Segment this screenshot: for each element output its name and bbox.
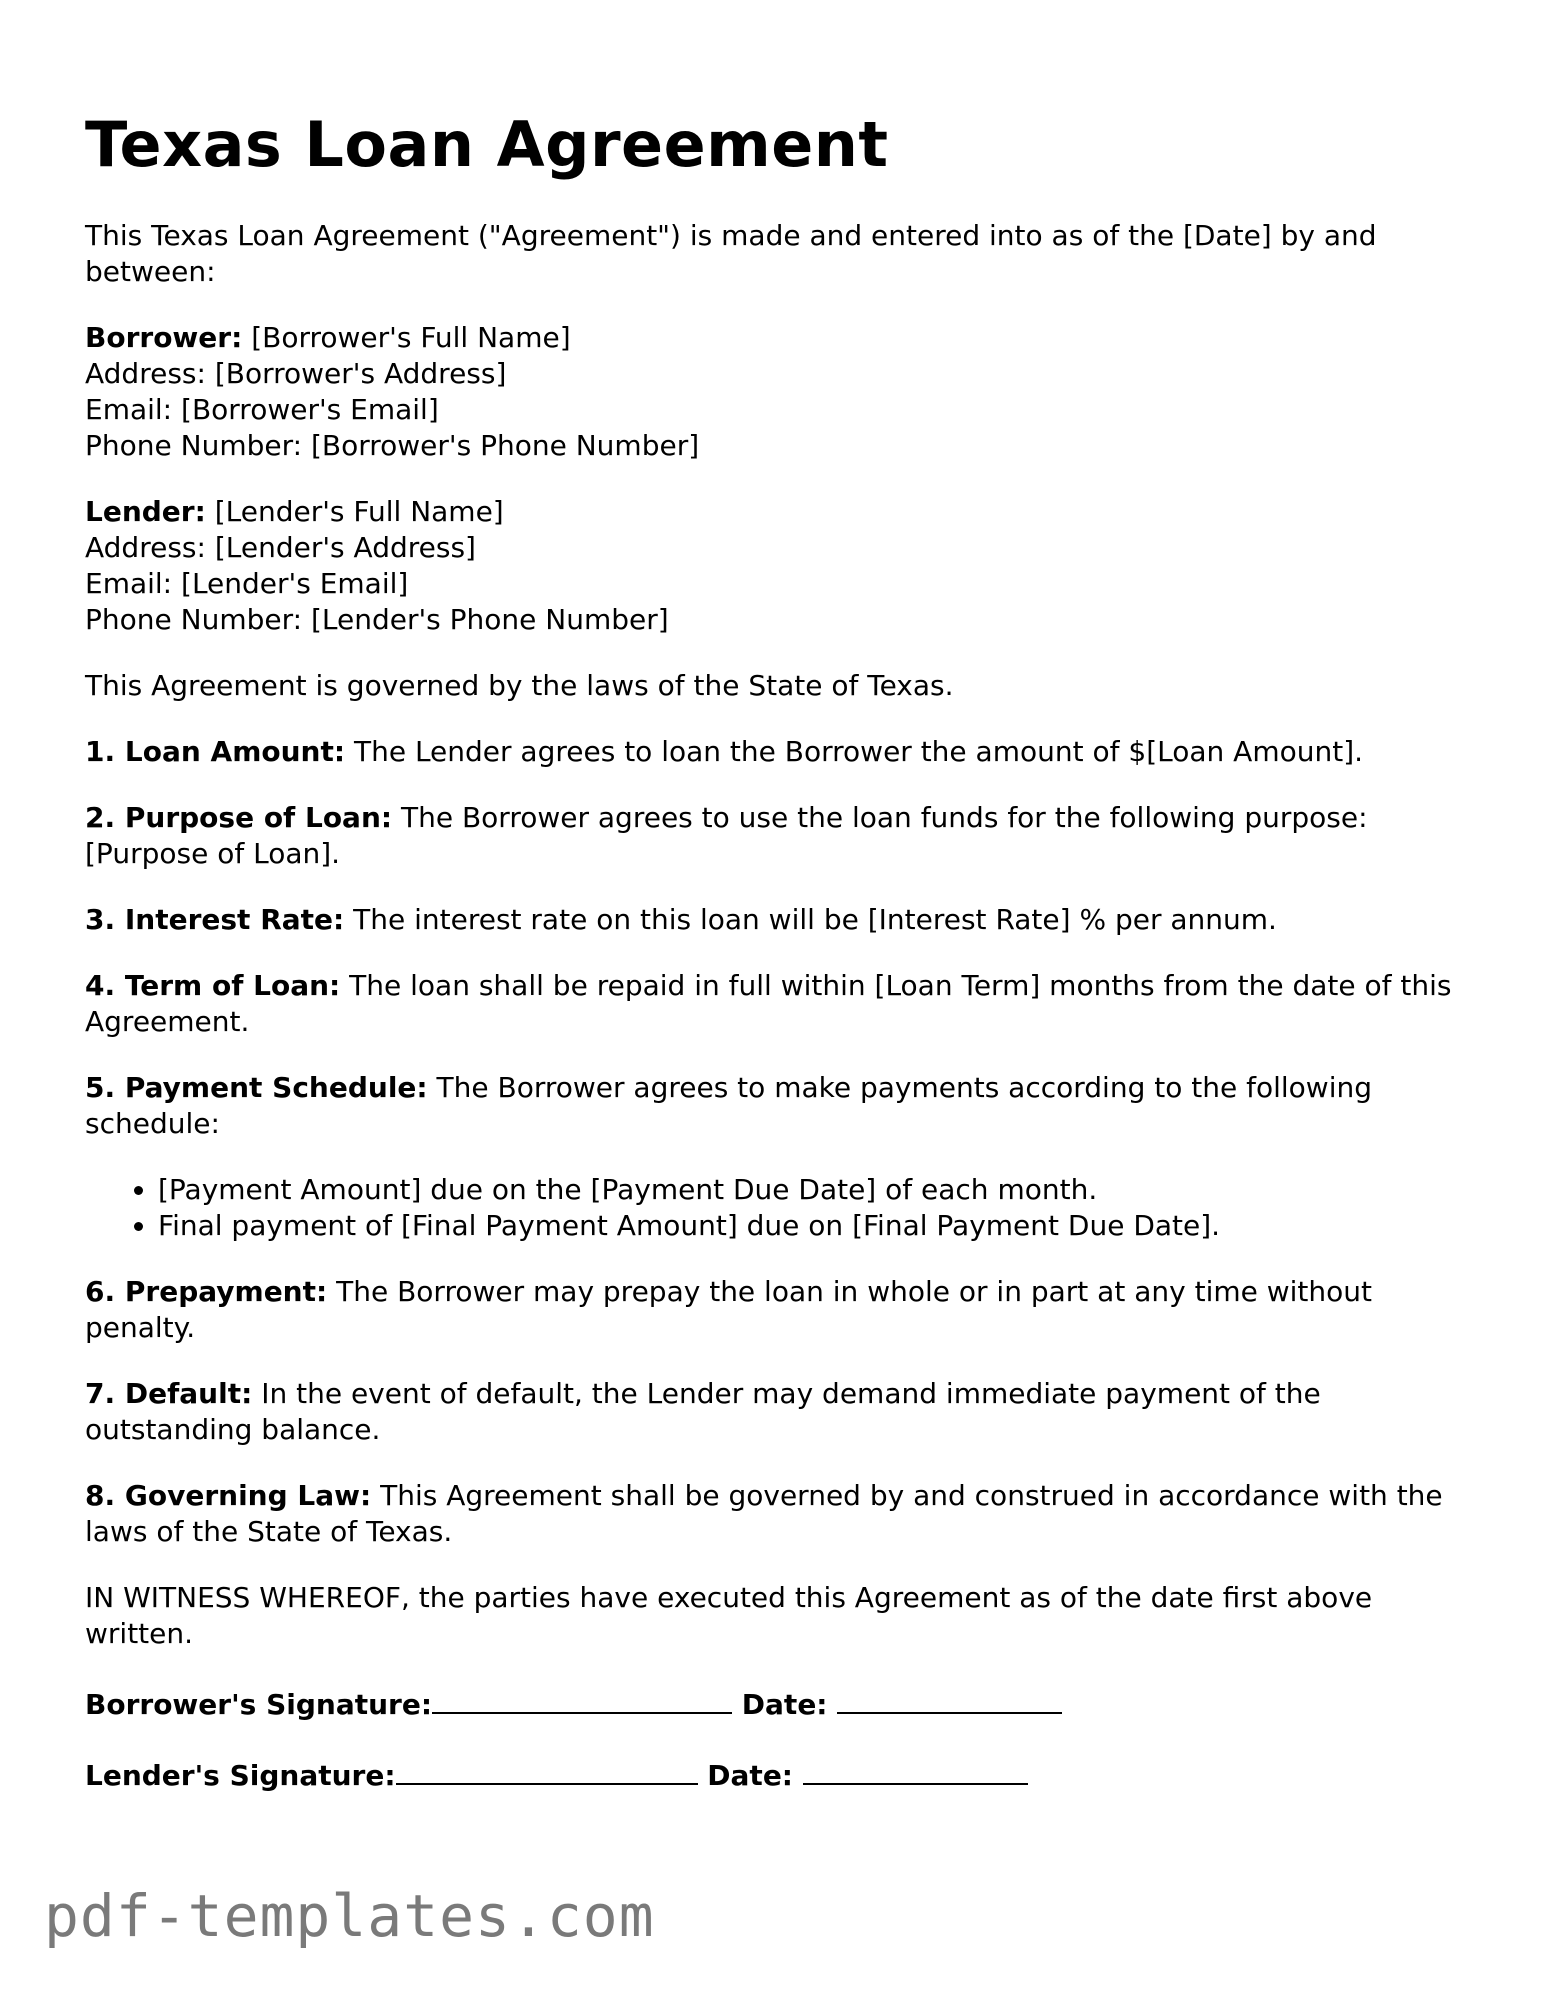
lender-signature-label: Lender's Signature: bbox=[85, 1759, 396, 1792]
borrower-signature-line bbox=[85, 1682, 1465, 1723]
lender-email: Email: [Lender's Email] bbox=[85, 567, 409, 600]
section-text: The Borrower may prepay the loan in whole or in part at any time without penalty. bbox=[85, 1275, 1373, 1344]
section-heading: 4. Term of Loan: bbox=[85, 969, 341, 1002]
lender-name-line bbox=[85, 494, 1465, 530]
lender-address: Address: [Lender's Address] bbox=[85, 531, 476, 564]
list-item: • Final payment of [Final Payment Amount] due on [Final Payment Due Date]. bbox=[158, 1208, 1465, 1244]
section-purpose bbox=[85, 800, 1465, 872]
section-payment-schedule bbox=[85, 1070, 1465, 1142]
date-label: Date: bbox=[697, 1759, 803, 1792]
section-heading: 5. Payment Schedule: bbox=[85, 1071, 428, 1104]
section-heading: 3. Interest Rate: bbox=[85, 903, 345, 936]
intro-paragraph: This Texas Loan Agreement ("Agreement") is made and entered into as of the [Date] by and between: bbox=[85, 219, 1377, 288]
section-text: The Borrower agrees to make payments according to the following schedule: bbox=[85, 1071, 1372, 1140]
section-text: The loan shall be repaid in full within [Loan Term] months from the date of this Agreement. bbox=[85, 969, 1452, 1038]
section-heading: 8. Governing Law: bbox=[85, 1479, 372, 1512]
section-text: The Borrower agrees to use the loan funds for the following purpose: [Purpose of Loan]. bbox=[85, 801, 1368, 870]
section-text: In the event of default, the Lender may demand immediate payment of the outstanding balance. bbox=[85, 1377, 1321, 1446]
section-text: The interest rate on this loan will be [Interest Rate] % per annum. bbox=[344, 903, 1277, 936]
section-prepayment bbox=[85, 1274, 1465, 1346]
section-text: This Agreement shall be governed by and construed in accordance with the laws of the State of Texas. bbox=[85, 1479, 1443, 1548]
date-label: Date: bbox=[732, 1688, 838, 1721]
section-interest-rate bbox=[85, 902, 1465, 938]
borrower-email: Email: [Borrower's Email] bbox=[85, 393, 439, 426]
borrower-label: Borrower: bbox=[85, 321, 243, 354]
section-heading: 7. Default: bbox=[85, 1377, 253, 1410]
borrower-address: Address: [Borrower's Address] bbox=[85, 357, 507, 390]
document-page bbox=[85, 100, 1465, 1794]
borrower-signature-field[interactable] bbox=[432, 1682, 732, 1714]
lender-name: [Lender's Full Name] bbox=[205, 495, 504, 528]
document-title: Texas Loan Agreement bbox=[85, 108, 889, 181]
borrower-phone: Phone Number: [Borrower's Phone Number] bbox=[85, 429, 700, 462]
section-governing-law bbox=[85, 1478, 1465, 1550]
lender-label: Lender: bbox=[85, 495, 206, 528]
watermark: pdf-templates.com bbox=[44, 1882, 655, 1950]
section-heading: 2. Purpose of Loan: bbox=[85, 801, 393, 834]
governed-statement: This Agreement is governed by the laws of the State of Texas. bbox=[85, 669, 954, 702]
borrower-name-line bbox=[85, 320, 1465, 356]
payment-schedule-list bbox=[85, 1172, 1465, 1244]
borrower-date-field[interactable] bbox=[837, 1682, 1062, 1714]
witness-statement: IN WITNESS WHEREOF, the parties have executed this Agreement as of the date first above written. bbox=[85, 1581, 1373, 1650]
lender-date-field[interactable] bbox=[803, 1753, 1028, 1785]
borrower-info bbox=[85, 320, 1465, 464]
section-heading: 1. Loan Amount: bbox=[85, 735, 346, 768]
section-heading: 6. Prepayment: bbox=[85, 1275, 328, 1308]
section-default bbox=[85, 1376, 1465, 1448]
list-item: • [Payment Amount] due on the [Payment Due Date] of each month. bbox=[158, 1172, 1465, 1208]
lender-signature-field[interactable] bbox=[396, 1753, 698, 1785]
lender-info bbox=[85, 494, 1465, 638]
section-term bbox=[85, 968, 1465, 1040]
lender-signature-line bbox=[85, 1753, 1465, 1794]
lender-phone: Phone Number: [Lender's Phone Number] bbox=[85, 603, 669, 636]
borrower-name: [Borrower's Full Name] bbox=[242, 321, 571, 354]
section-loan-amount bbox=[85, 734, 1465, 770]
section-text: The Lender agrees to loan the Borrower the amount of $[Loan Amount]. bbox=[345, 735, 1364, 768]
borrower-signature-label: Borrower's Signature: bbox=[85, 1688, 433, 1721]
